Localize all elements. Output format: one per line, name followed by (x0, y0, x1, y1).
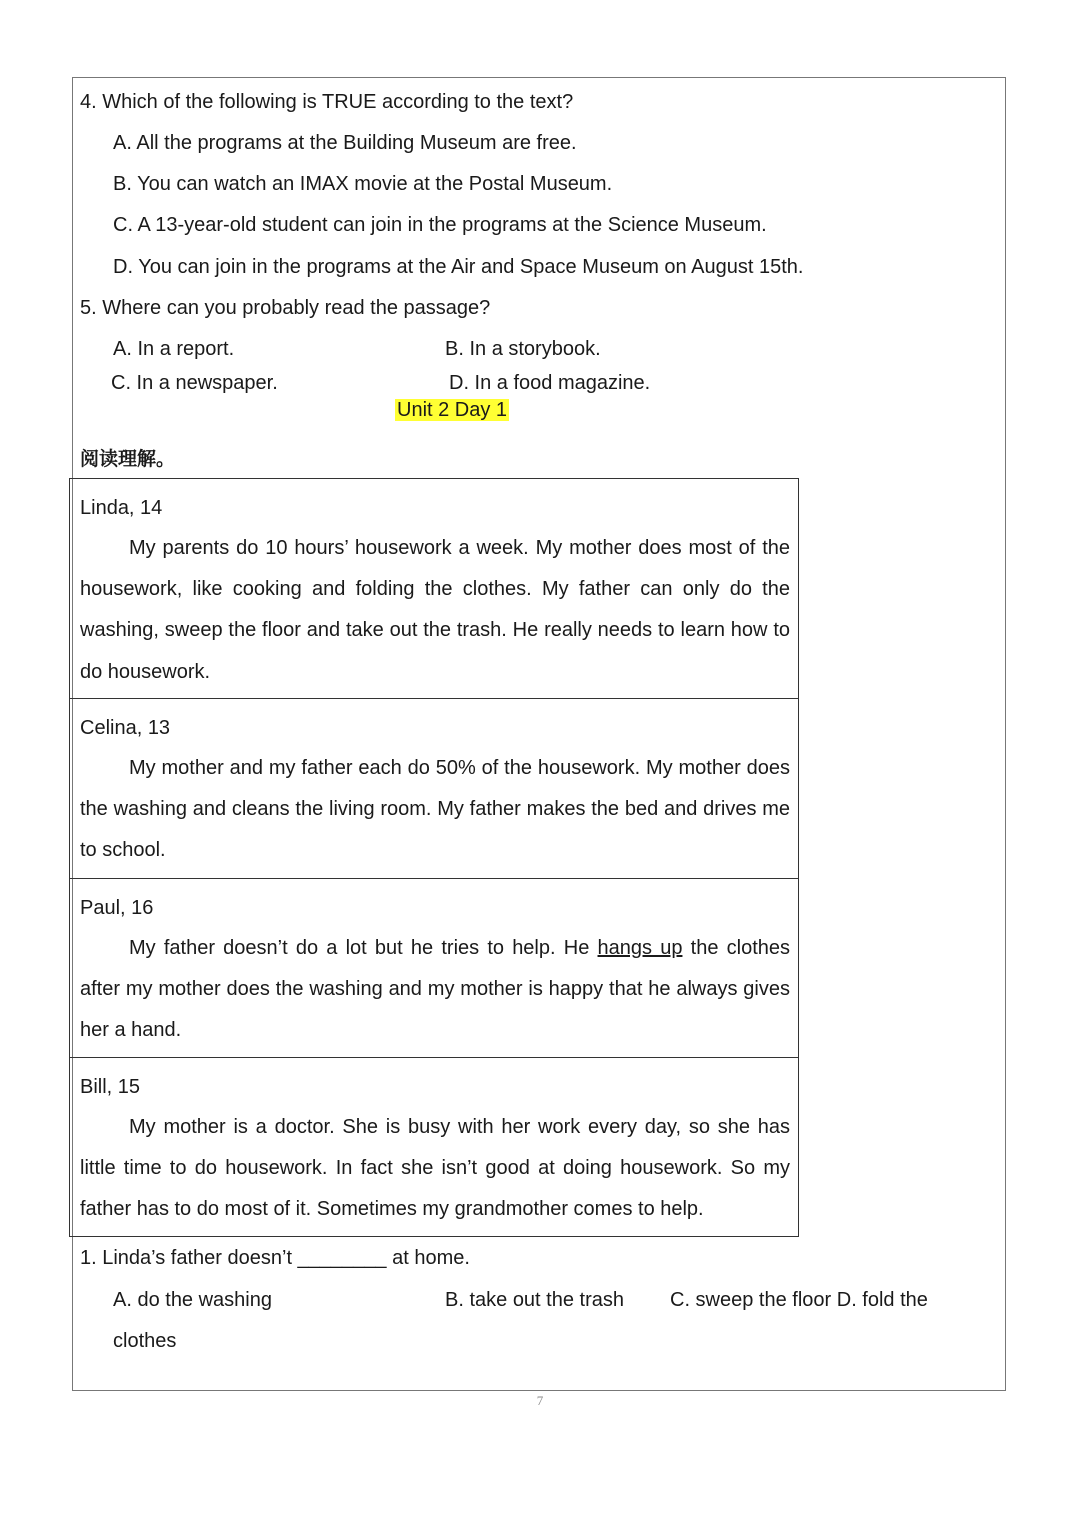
table-row (70, 479, 798, 699)
entry-text-part: My father doesn’t do a lot but he tries to help. He (129, 937, 598, 959)
entry-name: Bill, 15 (80, 1076, 141, 1098)
question-5-option-a: A. In a report. (113, 338, 235, 360)
question-4-option-a: A. All the programs at the Building Museum are free. (113, 132, 577, 154)
unit-label (395, 398, 509, 422)
table-row (70, 1058, 798, 1236)
entry-text: My mother and my father each do 50% of the housework. My mother does the washing and cleans the living room. My father makes the bed and drives me to school. (80, 757, 790, 862)
entry-text: My parents do 10 hours’ housework a week. My mother does most of the housework, like cooking and folding the clothes. My father can only do the washing, sweep the floor and take out the trash. He really needs to learn how to do housework. (80, 537, 790, 683)
entry-text-part: the clothes after my mother does the washing and my mother is happy that he always gives her a hand. (80, 937, 791, 1042)
entry-text: My mother is a doctor. She is busy with her work every day, so she has little time to do housework. In fact she isn’t good at doing housework. So my father has to do most of it. Sometimes my grandmother comes to help. (80, 1116, 790, 1221)
question-1-option-a: A. do the washing (113, 1289, 272, 1311)
question-1-option-cont: clothes (113, 1330, 177, 1352)
entry-name: Paul, 16 (80, 897, 154, 919)
question-4-stem: 4. Which of the following is TRUE according to the text? (80, 91, 574, 113)
question-1-option-b: B. take out the trash (445, 1289, 624, 1311)
question-5-stem: 5. Where can you probably read the passage? (80, 297, 491, 319)
reading-table (69, 478, 799, 1237)
entry-name: Linda, 14 (80, 497, 163, 519)
table-row (70, 879, 798, 1058)
entry-name: Celina, 13 (80, 717, 171, 739)
question-4-option-d: D. You can join in the programs at the Air and Space Museum on August 15th. (113, 256, 804, 278)
question-1-option-cd: C. sweep the floor D. fold the (670, 1289, 928, 1311)
question-1-stem: 1. Linda’s father doesn’t ________ at home. (80, 1247, 470, 1269)
unit-label-text: Unit 2 Day 1 (397, 399, 508, 421)
page-number: 7 (536, 1393, 544, 1408)
question-4-option-c: C. A 13-year-old student can join in the programs at the Science Museum. (113, 214, 767, 236)
section-title: 阅读理解。 (80, 448, 176, 470)
question-5-option-d: D. In a food magazine. (449, 372, 651, 394)
question-5-option-b: B. In a storybook. (445, 338, 601, 360)
table-row (70, 699, 798, 879)
entry-text (80, 928, 790, 1052)
question-4-option-b: B. You can watch an IMAX movie at the Postal Museum. (113, 173, 613, 195)
question-5-option-c: C. In a newspaper. (111, 372, 278, 394)
underlined-phrase: hangs up (597, 937, 683, 959)
